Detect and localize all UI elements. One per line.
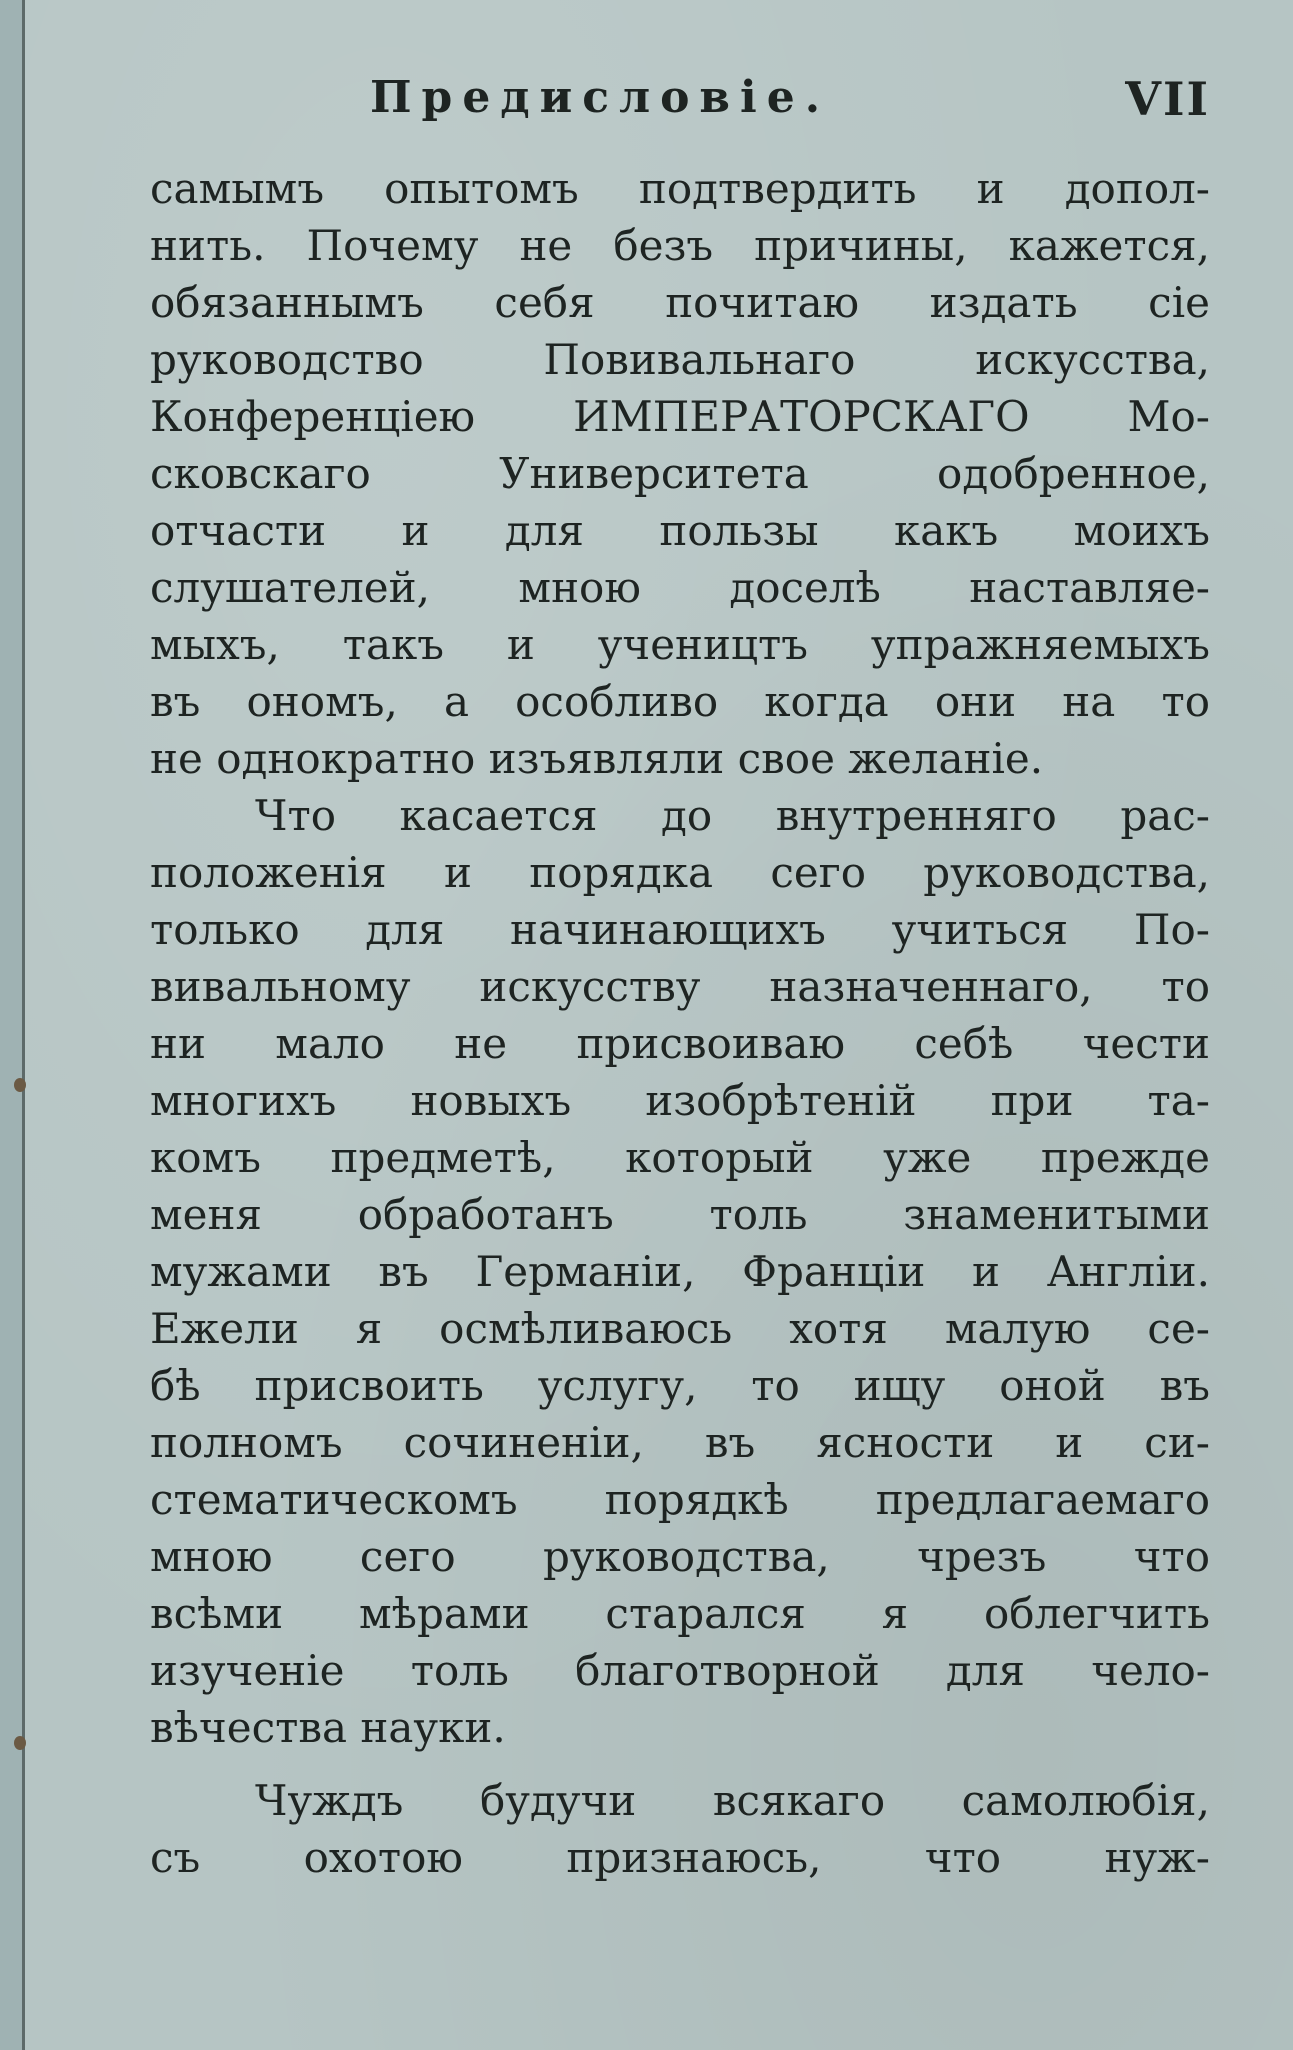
text-line: мною сего руководства, чрезъ что [150,1532,1210,1581]
text-line: въ ономъ, а особливо когда они на то [150,677,1210,726]
text-line: Ежели я осмѣливаюсь хотя малую се- [150,1304,1210,1353]
binding-thread-mark [14,1736,26,1750]
text-line: многихъ новыхъ изобрѣтеній при та- [150,1076,1210,1125]
text-line: нить. Почему не безъ причины, кажется, [150,221,1210,270]
text-line: сковскаго Университета одобренное, [150,449,1210,498]
text-line: не однократно изъявляли свое желаніе. [150,734,1044,783]
text-line: руководство Повивальнаго искусства, [150,335,1210,384]
text-line: стематическомъ порядкѣ предлагаемаго [150,1475,1210,1524]
text-line: меня обработанъ толь знаменитыми [150,1190,1210,1239]
binding-thread-mark [14,1078,26,1092]
page-header [150,72,1210,142]
text-line: слушателей, мною доселѣ наставляе- [150,563,1210,612]
text-line: положенія и порядка сего руководства, [150,848,1210,897]
text-line: самымъ опытомъ подтвердить и допол- [150,164,1210,213]
page-number: VII [1125,72,1210,126]
paragraph-gap [150,1756,1210,1772]
paragraph-start-line: Чуждъ будучи всякаго самолюбія, [255,1776,1210,1825]
text-line: мыхъ, такъ и учеництъ упражняемыхъ [150,620,1210,669]
text-line: съ охотою признаюсь, что нуж- [150,1833,1210,1882]
text-line: Конференціею ИМПЕРАТОРСКАГО Мо- [150,392,1210,441]
text-line: только для начинающихъ учиться По- [150,905,1210,954]
text-line: изученіе толь благотворной для чело- [150,1646,1210,1695]
text-line: всѣми мѣрами старался я облегчить [150,1589,1210,1638]
text-line: комъ предметѣ, который уже прежде [150,1133,1210,1182]
text-line: ни мало не присвоиваю себѣ чести [150,1019,1210,1068]
text-line: отчасти и для пользы какъ моихъ [150,506,1210,555]
text-line: вивальному искусству назначеннаго, то [150,962,1210,1011]
text-line: полномъ сочиненіи, въ ясности и си- [150,1418,1210,1467]
paragraph-start-line: Что касается до внутренняго рас- [255,791,1210,840]
text-line: обязаннымъ себя почитаю издать сіе [150,278,1210,327]
text-line: бѣ присвоить услугу, то ищу оной въ [150,1361,1210,1410]
body-text [150,160,1210,1886]
running-title: Предисловіе. [370,72,831,123]
text-line: вѣчества науки. [150,1703,506,1752]
text-line: мужами въ Германіи, Франціи и Англіи. [150,1247,1210,1296]
